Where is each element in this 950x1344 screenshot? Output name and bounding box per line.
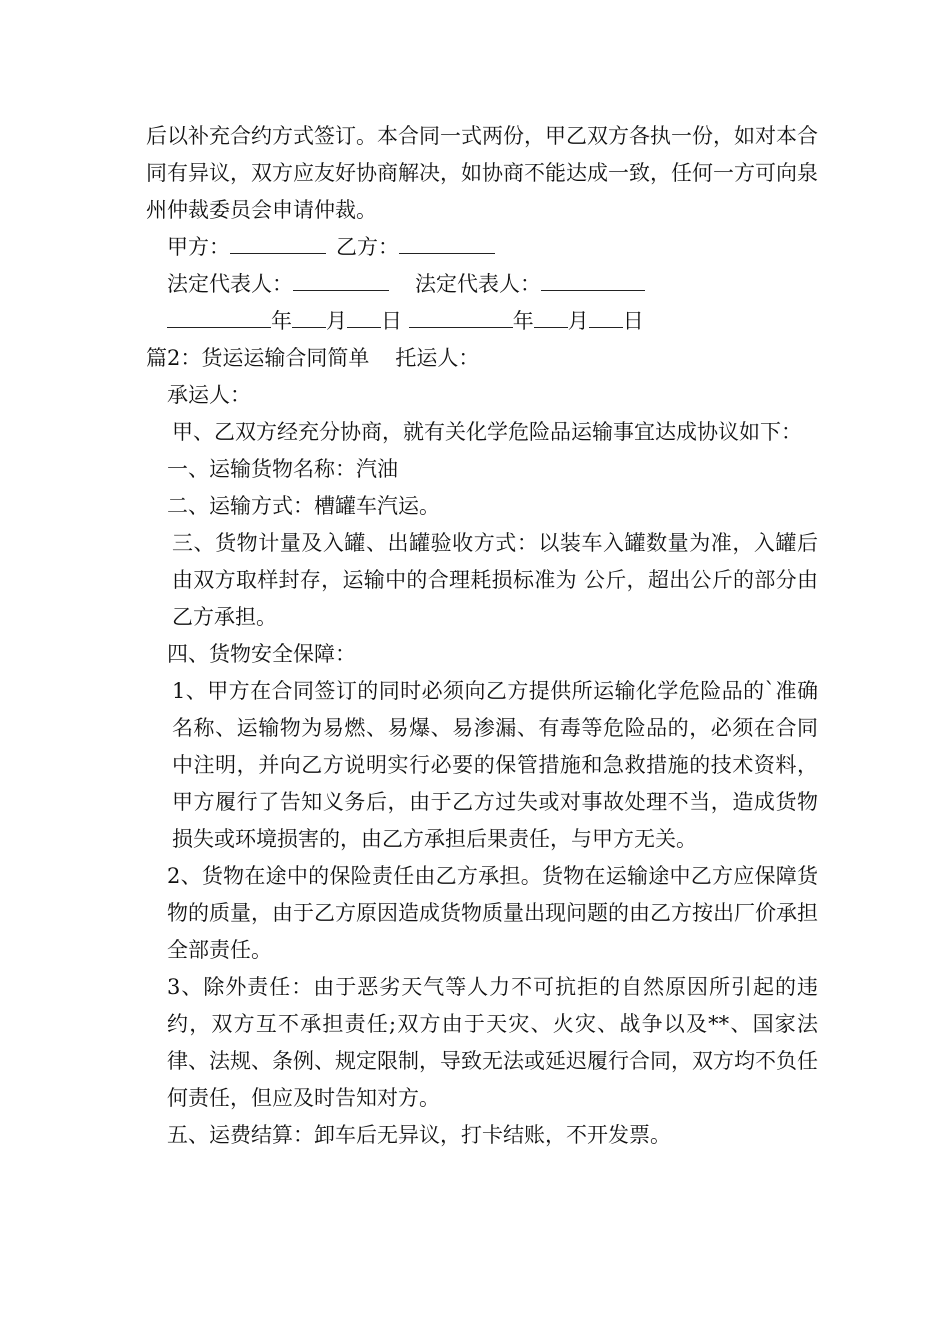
party-a-blank	[230, 229, 326, 254]
clause-4-3: 3、除外责任：由于恶劣天气等人力不可抗拒的自然原因所引起的违约，双方互不承担责任;双方由于天灾、火灾、战争以及**、国家法律、法规、条例、规定限制，导致无法或延迟履行合同，双方均不负任何责任，但应及时告知对方。	[167, 975, 818, 1110]
clause-1: 一、运输货物名称：汽油	[167, 457, 398, 481]
day-a-blank	[347, 303, 381, 328]
party-b-blank	[399, 229, 495, 254]
document-body	[146, 118, 818, 1154]
month-b-label: 月	[567, 309, 589, 333]
clause-4-1: 1、甲方在合同签订的同时必须向乙方提供所运输化学危险品的`准确名称、运输物为易燃、易爆、易渗漏、有毒等危险品的，必须在合同中注明，并向乙方说明实行必要的保管措施和急救措施的技术资料，甲方履行了告知义务后，由于乙方过失或对事故处理不当，造成货物损失或环境损害的，由乙方承担后果责任，与甲方无关。	[172, 679, 818, 851]
party-b-label: 乙方：	[336, 235, 399, 259]
rep-a-label: 法定代表人：	[167, 272, 293, 296]
month-a-blank	[292, 303, 326, 328]
party-a-label: 甲方：	[167, 235, 230, 259]
year-a-label: 年	[271, 309, 292, 333]
day-b-blank	[589, 303, 623, 328]
clause-3: 三、货物计量及入罐、出罐验收方式：以装车入罐数量为准，入罐后由双方取样封存，运输中的合理耗损标准为 公斤，超出公斤的部分由乙方承担。	[172, 531, 818, 629]
year-a-blank	[167, 303, 271, 328]
date-line	[146, 303, 818, 340]
clause-2: 二、运输方式：槽罐车汽运。	[167, 494, 440, 518]
section-heading-line	[146, 340, 818, 377]
signature-parties-line	[146, 229, 818, 266]
clause-5: 五、运费结算：卸车后无异议，打卡结账，不开发票。	[167, 1123, 671, 1147]
clause-4-2: 2、货物在途中的保险责任由乙方承担。货物在运输途中乙方应保障货物的质量，由于乙方原因造成货物质量出现问题的由乙方按出厂价承担全部责任。	[167, 864, 818, 962]
rep-a-blank	[293, 266, 389, 291]
month-b-blank	[534, 303, 568, 328]
clause-4: 四、货物安全保障：	[167, 642, 356, 666]
carrier-label: 承运人：	[167, 383, 251, 407]
consignor-label: 托运人：	[395, 346, 480, 370]
arbitration-paragraph: 后以补充合约方式签订。本合同一式两份，甲乙双方各执一份，如对本合同有异议，双方应友好协商解决，如协商不能达成一致，任何一方可向泉州仲裁委员会申请仲裁。	[146, 124, 818, 222]
year-b-label: 年	[512, 309, 534, 333]
intro-paragraph: 甲、乙双方经充分协商，就有关化学危险品运输事宜达成协议如下：	[172, 420, 802, 444]
month-a-label: 月	[326, 309, 347, 333]
legal-representative-line	[146, 266, 818, 303]
section-heading: 篇2：货运运输合同简单	[146, 346, 370, 370]
year-b-blank	[409, 303, 513, 328]
rep-b-label: 法定代表人：	[415, 272, 541, 296]
rep-b-blank	[541, 266, 645, 291]
day-a-label: 日	[381, 309, 402, 333]
day-b-label: 日	[622, 309, 644, 333]
